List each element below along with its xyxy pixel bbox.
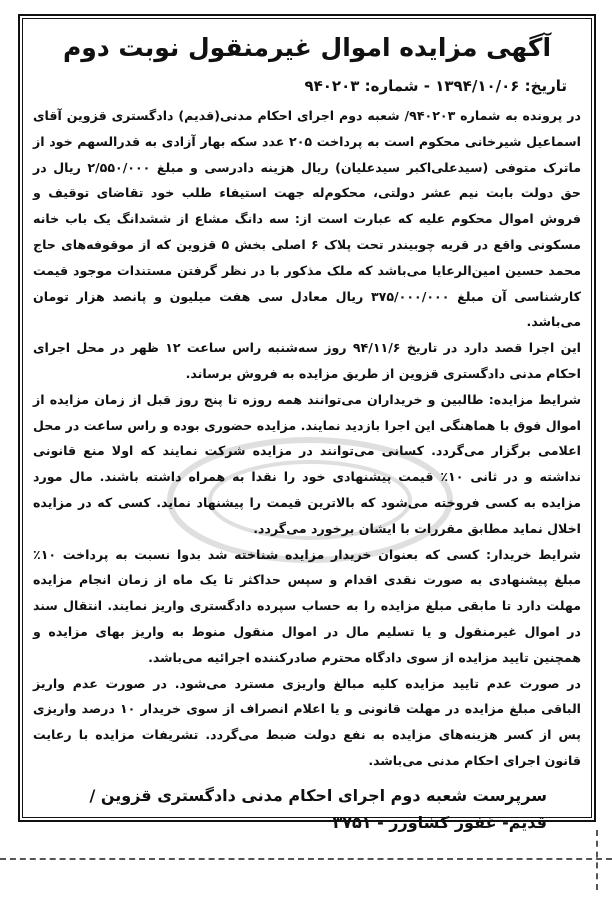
paragraph-buyer-conditions: شرایط خریدار: کسی که بعنوان خریدار مزایده شناخته شد بدوا نسبت به پرداخت ۱۰٪ مبلغ پیشنهادی به صورت نقدی اقدام و سپس حداکثر تا یک ماه از زمان انجام مزایده مهلت دارد تا مابقی مبلغ مزایده را به حساب سپرده دادگستری واریز نمایند. انتقال سند در اموال غیرمنقول و یا تسلیم مال در اموال منقول منوط به واریز بهای مزایده و همچنین تایید مزایده از سوی دادگاه محترم صادرکننده اجرائیه می‌باشد. bbox=[33, 546, 581, 665]
cut-line-horizontal bbox=[0, 858, 612, 860]
paragraph-refund-terms: در صورت عدم تایید مزایده کلیه مبالغ واریزی مسترد می‌شود. در صورت عدم واریز الباقی مبلغ مزایده در مهلت قانونی و یا اعلام انصراف از سوی خریدار ۱۰ درصد واریزی پس از کسر هزینه‌های مزایده به نفع دولت ضبط می‌گردد. تشریفات مزایده با رعایت قانون اجرای احکام مدنی می‌باشد. bbox=[33, 675, 581, 768]
paragraph-auction-conditions: شرایط مزایده: طالبین و خریداران می‌توانند همه روزه تا پنج روز قبل از زمان مزایده از اموال فوق با هماهنگی این اجرا بازدید نمایند. مزایده حضوری بوده و راس ساعت در محل اعلامی برگزار می‌گردد. کسانی می‌توانند در مزایده شرکت نمایند که اولا منع قانونی نداشته و در ثانی ۱۰٪ قیمت پیشنهادی خود را نقدا به همراه داشته باشند. مال مورد مزایده به کسی فروخته می‌شود که بالاترین قیمت را پیشنهاد نماید. کسی که در مزایده اخلال نماید مطابق مقررات با ایشان برخورد می‌گردد. bbox=[33, 391, 581, 536]
paragraph-case-details: در پرونده به شماره ۹۴۰۲۰۳/ شعبه دوم اجرای احکام مدنی(قدیم) دادگستری قزوین آقای اسماعیل شیرخانی محکوم است به پرداخت ۲۰۵ عدد سکه بهار آزادی به قدرالسهم خود از ماترک متوفی (سیدعلی‌اکبر سیدعلیان) ریال هزینه دادرسی و مبلغ ۲/۵۵۰/۰۰۰ ریال در حق دولت بابت نیم عشر دولتی، محکوم‌له جهت استیفاء طلب خود تقاضای توقیف و فروش اموال محکوم علیه که عبارت است از: سه دانگ مشاع از ششدانگ یک باب خانه مسکونی واقع در قریه چوبیندر تحت پلاک ۶ اصلی بخش ۵ قزوین که از موقوفه‌های حاج محمد حسین امین‌الرعایا می‌باشد که ملک مذکور با در نظر گرفتن مستندات موجود قیمت کارشناسی آن مبلغ ۳۷۵/۰۰۰/۰۰۰ ریال معادل سی هفت میلیون و پانصد هزار تومان می‌باشد. bbox=[33, 108, 581, 330]
notice-body bbox=[33, 103, 581, 774]
signature-title: سرپرست شعبه دوم اجرای احکام مدنی دادگستری قزوین / bbox=[89, 785, 547, 805]
notice-panel bbox=[22, 18, 592, 832]
cut-line-vertical bbox=[596, 830, 598, 890]
signature-name: قدیم- غفور کشاورز - ۳۷۵۱ bbox=[332, 812, 547, 832]
notice-signature bbox=[33, 782, 581, 836]
notice-date-number: تاریخ: ۱۳۹۴/۱۰/۰۶ - شماره: ۹۴۰۲۰۳ bbox=[304, 77, 567, 95]
notice-title: آگهی مزایده اموال غیرمنقول نوبت دوم bbox=[62, 33, 552, 62]
paragraph-auction-date: این اجرا قصد دارد در تاریخ ۹۴/۱۱/۶ روز سه‌شنبه راس ساعت ۱۲ ظهر در محل اجرای احکام مدنی دادگستری قزوین از طریق مزایده به فروش برساند. bbox=[33, 340, 581, 381]
